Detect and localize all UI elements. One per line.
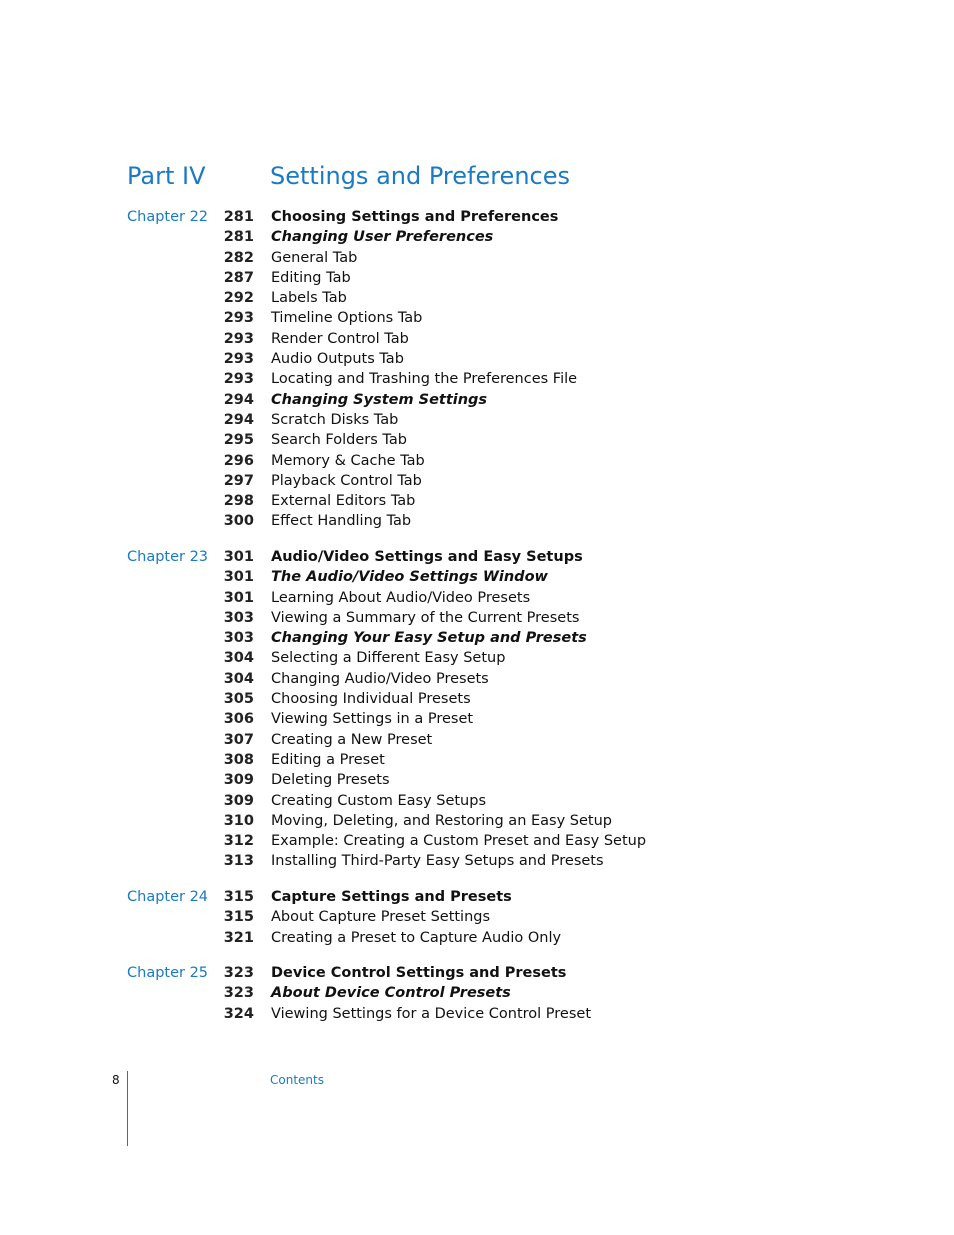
- toc-entry-title: Changing System Settings: [271, 391, 488, 408]
- toc-entry-title: Audio Outputs Tab: [271, 351, 404, 368]
- chapter-label[interactable]: Chapter 22: [127, 209, 209, 225]
- toc-entry-title: Changing Audio/Video Presets: [271, 670, 489, 687]
- part-title: Settings and Preferences: [270, 162, 570, 190]
- chapter-label[interactable]: Chapter 24: [127, 889, 209, 905]
- toc-entry-page: 296: [223, 452, 254, 469]
- toc-entry-page: 298: [223, 493, 254, 510]
- toc-entry-title: Deleting Presets: [271, 772, 390, 789]
- toc-entry-page: 303: [223, 609, 254, 626]
- toc-entry-page: 292: [223, 290, 254, 307]
- toc-entry-page: 310: [223, 812, 254, 829]
- toc-entry-page: 294: [223, 411, 254, 428]
- toc-entry-page: 293: [223, 371, 254, 388]
- toc-entry-page: 293: [223, 310, 254, 327]
- toc-entry-page: 300: [223, 513, 254, 530]
- toc-entry-title: Timeline Options Tab: [271, 310, 423, 327]
- footer-section-label: Contents: [270, 1073, 324, 1087]
- toc-entry-title: About Capture Preset Settings: [271, 909, 491, 926]
- toc-entry-title: Choosing Settings and Preferences: [271, 209, 559, 225]
- toc-entry-title: Effect Handling Tab: [271, 513, 412, 530]
- toc-entry-page: 293: [223, 351, 254, 368]
- toc-entry-page: 304: [223, 650, 254, 667]
- toc-entry-page: 281: [223, 229, 254, 246]
- toc-entry-page: 315: [223, 889, 254, 905]
- toc-entry-title: Example: Creating a Custom Preset and Easy Setup: [271, 833, 647, 850]
- toc-entry-page: 313: [223, 853, 254, 870]
- toc-entry-title: Creating a Preset to Capture Audio Only: [271, 929, 562, 946]
- toc-entry-title: Scratch Disks Tab: [271, 411, 399, 428]
- toc-entry-title: Render Control Tab: [271, 330, 409, 347]
- toc-entry-title: Changing User Preferences: [271, 229, 494, 246]
- toc-entry-page: 308: [223, 751, 254, 768]
- toc-entry-title: Editing a Preset: [271, 751, 385, 768]
- toc-entry-title: Viewing Settings in a Preset: [271, 711, 474, 728]
- toc-entry-title: Locating and Trashing the Preferences File: [271, 371, 578, 388]
- toc-entry-title: Search Folders Tab: [271, 432, 407, 449]
- toc-entry-title: Viewing a Summary of the Current Presets: [271, 609, 580, 626]
- toc-entry-title: Changing Your Easy Setup and Presets: [271, 630, 587, 647]
- toc-entry-page: 301: [223, 549, 254, 565]
- chapter-label[interactable]: Chapter 25: [127, 965, 209, 981]
- toc-entry-title: Labels Tab: [271, 290, 347, 307]
- toc-entry-page: 309: [223, 792, 254, 809]
- toc-entry-page: 306: [223, 711, 254, 728]
- toc-entry-title: Learning About Audio/Video Presets: [271, 589, 531, 606]
- toc-entry-page: 315: [223, 909, 254, 926]
- toc-entry-page: 295: [223, 432, 254, 449]
- chapter-label[interactable]: Chapter 23: [127, 549, 209, 565]
- toc-entry-page: 321: [223, 929, 254, 946]
- toc-entry-title: Choosing Individual Presets: [271, 691, 471, 708]
- toc-entry-title: Selecting a Different Easy Setup: [271, 650, 506, 667]
- toc-entry-title: Creating Custom Easy Setups: [271, 792, 487, 809]
- toc-entry-title: Editing Tab: [271, 269, 351, 286]
- footer-page-number: 8: [112, 1073, 120, 1087]
- toc-entry-title: The Audio/Video Settings Window: [271, 569, 548, 586]
- toc-entry-page: 309: [223, 772, 254, 789]
- toc-entry-page: 281: [223, 209, 254, 225]
- toc-entry-title: External Editors Tab: [271, 493, 416, 510]
- toc-entry-title: About Device Control Presets: [271, 985, 511, 1002]
- toc-entry-title: Audio/Video Settings and Easy Setups: [271, 549, 583, 565]
- toc-entry-title: Moving, Deleting, and Restoring an Easy Setup: [271, 812, 612, 829]
- toc-entry-title: General Tab: [271, 249, 358, 266]
- toc-entry-page: 293: [223, 330, 254, 347]
- part-label: Part IV: [127, 162, 206, 190]
- toc-entry-page: 323: [223, 985, 254, 1002]
- toc-entry-page: 312: [223, 833, 254, 850]
- toc-entry-title: Viewing Settings for a Device Control Preset: [271, 1005, 591, 1022]
- toc-entry-title: Capture Settings and Presets: [271, 889, 512, 905]
- toc-entry-page: 301: [223, 569, 254, 586]
- toc-entry-page: 304: [223, 670, 254, 687]
- footer-rule: [127, 1071, 128, 1146]
- toc-entry-title: Playback Control Tab: [271, 472, 422, 489]
- toc-entry-page: 307: [223, 731, 254, 748]
- toc-entry-title: Installing Third-Party Easy Setups and Presets: [271, 853, 604, 870]
- toc-entry-title: Creating a New Preset: [271, 731, 433, 748]
- toc-entry-page: 324: [223, 1005, 254, 1022]
- toc-entry-page: 303: [223, 630, 254, 647]
- toc-entry-page: 301: [223, 589, 254, 606]
- toc-entry-page: 305: [223, 691, 254, 708]
- toc-entry-page: 282: [223, 249, 254, 266]
- toc-entry-page: 297: [223, 472, 254, 489]
- toc-entry-title: Device Control Settings and Presets: [271, 965, 567, 981]
- toc-entry-page: 323: [223, 965, 254, 981]
- toc-entry-title: Memory & Cache Tab: [271, 452, 425, 469]
- toc-entry-page: 294: [223, 391, 254, 408]
- toc-entry-page: 287: [223, 269, 254, 286]
